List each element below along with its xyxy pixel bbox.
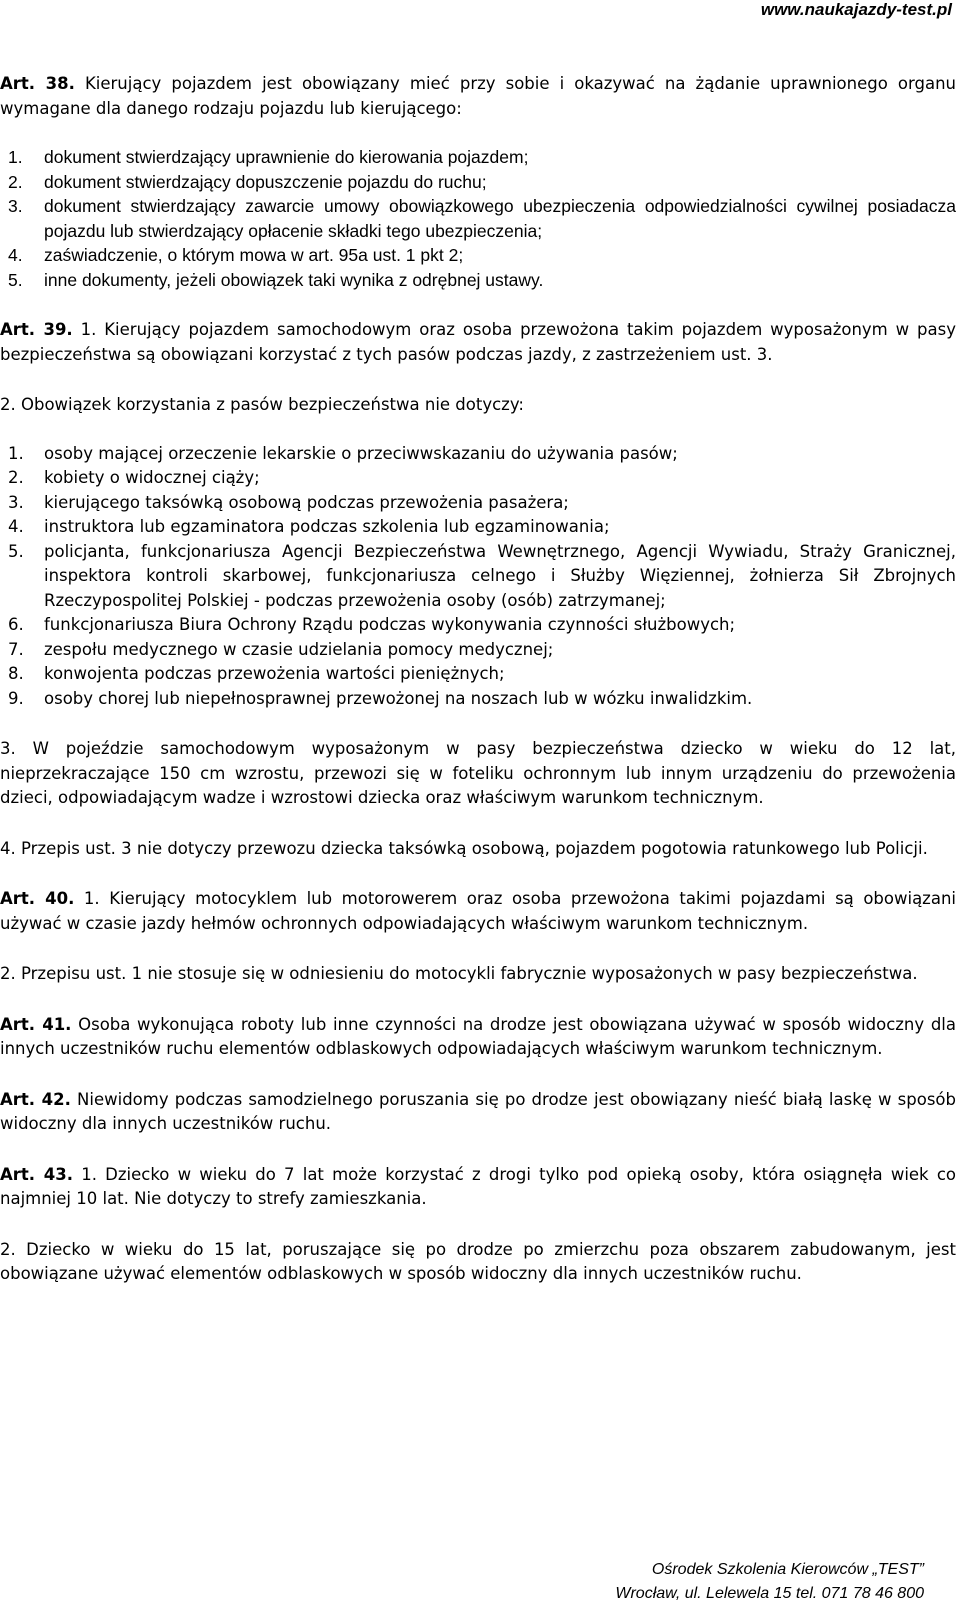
footer-school-name: Ośrodek Szkolenia Kierowców „TEST” xyxy=(651,1561,924,1578)
list-item: 2. kobiety o widocznej ciąży; xyxy=(8,468,260,487)
article-label: Art. 39. xyxy=(0,320,73,339)
list-item: 6. funkcjonariusza Biura Ochrony Rządu podczas wykonywania czynności służbowych; xyxy=(8,615,736,634)
article-label: Art. 42. xyxy=(0,1089,71,1109)
article-text: Kierujący pojazdem jest obowiązany mieć przy sobie i okazywać na żądanie uprawnionego organu wymagane dla danego rodzaju pojazdu lub kierującego: xyxy=(0,74,956,118)
art-43-p1 xyxy=(0,1163,956,1212)
art-42 xyxy=(0,1088,956,1137)
article-label: Art. 38. xyxy=(0,74,75,93)
list-item: 4. instruktora lub egzaminatora podczas szkolenia lub egzaminowania; xyxy=(8,517,610,536)
site-url[interactable]: www.naukajazdy-test.pl xyxy=(760,0,952,19)
list-item: 4. zaświadczenie, o którym mowa w art. 95a ust. 1 pkt 2; xyxy=(8,245,464,265)
article-text: 1. Kierujący pojazdem samochodowym oraz osoba przewożona takim pojazdem wyposażonym w pasy bezpieczeństwa są obowiązani korzystać z tych pasów podczas jazdy, z zastrzeżeniem ust. 3. xyxy=(0,320,956,364)
list-item: 1. osoby mającej orzeczenie lekarskie o przeciwwskazaniu do używania pasów; xyxy=(8,443,678,463)
list-item: 5. inne dokumenty, jeżeli obowiązek taki wynika z odrębnej ustawy. xyxy=(8,269,544,290)
art-39-p2: 2. Obowiązek korzystania z pasów bezpieczeństwa nie dotyczy: xyxy=(0,395,524,414)
art-39-list xyxy=(0,442,956,712)
art-40-p1 xyxy=(0,887,956,936)
article-text: 1. Kierujący motocyklem lub motorowerem oraz osoba przewożona takimi pojazdami są obowiązani używać w czasie jazdy hełmów ochronnych odpowiadających właściwym warunkom technicznym. xyxy=(0,889,956,933)
list-item: 8. konwojenta podczas przewożenia wartości pieniężnych; xyxy=(8,664,505,683)
art-41 xyxy=(0,1013,956,1062)
art-43-p2: 2. Dziecko w wieku do 15 lat, poruszające się po drodze po zmierzchu poza obszarem zabudowanym, jest obowiązane używać elementów odblaskowych w sposób widoczny dla innych uczestników ruchu. xyxy=(0,1239,956,1283)
list-item: 5. policjanta, funkcjonariusza Agencji Bezpieczeństwa Wewnętrznego, Agencji Wywiadu, Straży Granicznej, inspektora kontroli skarbowej, funkcjonariusza celnego i Służby Więziennej, żołnierza Sił Zbrojnych Rzeczypospolitej Polskiej - podczas przewożenia osoby (osób) zatrzymanej; xyxy=(8,541,956,610)
list-item: 7. zespołu medycznego w czasie udzielania pomocy medycznej; xyxy=(8,639,554,659)
document-content xyxy=(0,72,956,1287)
art-38-intro xyxy=(0,72,956,121)
art-40-p2: 2. Przepisu ust. 1 nie stosuje się w odniesieniu do motocykli fabrycznie wyposażonych w pasy bezpieczeństwa. xyxy=(0,964,918,983)
art-39-p4: 4. Przepis ust. 3 nie dotyczy przewozu dziecka taksówką osobową, pojazdem pogotowia ratunkowego lub Policji. xyxy=(0,838,928,858)
list-item: 3. kierującego taksówką osobową podczas przewożenia pasażera; xyxy=(8,492,569,512)
art-39-p3: 3. W pojeździe samochodowym wyposażonym w pasy bezpieczeństwa dziecko w wieku do 12 lat, nieprzekraczające 150 cm wzrostu, przewozi się w foteliku ochronnym lub innym urządzeniu do przewożenia dzieci, odpowiadającym wadze i wzrostowi dziecka oraz właściwym warunkom technicznym. xyxy=(0,739,956,807)
article-text: 1. Dziecko w wieku do 7 lat może korzystać z drogi tylko pod opieką osoby, która osiągnęła wiek co najmniej 10 lat. Nie dotyczy to strefy zamieszkania. xyxy=(0,1164,956,1208)
list-item: 2. dokument stwierdzający dopuszczenie pojazdu do ruchu; xyxy=(8,171,487,192)
article-label: Art. 43. xyxy=(0,1164,73,1184)
article-text: Osoba wykonująca roboty lub inne czynności na drodze jest obowiązana używać w sposób widoczny dla innych uczestników ruchu elementów odblaskowych odpowiadających właściwym warunkom technicznym. xyxy=(0,1014,956,1058)
article-label: Art. 40. xyxy=(0,889,75,908)
footer-address: Wrocław, ul. Lelewela 15 tel. 071 78 46 800 xyxy=(615,1585,924,1602)
list-item: 9. osoby chorej lub niepełnosprawnej przewożonej na noszach lub w wózku inwalidzkim. xyxy=(8,688,753,708)
footer xyxy=(615,1558,924,1606)
article-text: Niewidomy podczas samodzielnego poruszania się po drodze jest obowiązany nieść białą laskę w sposób widoczny dla innych uczestników ruchu. xyxy=(0,1089,956,1133)
art-38-list xyxy=(0,145,956,292)
article-label: Art. 41. xyxy=(0,1014,72,1034)
list-item: 1. dokument stwierdzający uprawnienie do kierowania pojazdem; xyxy=(8,147,529,167)
list-item: 3. dokument stwierdzający zawarcie umowy obowiązkowego ubezpieczenia odpowiedzialności cywilnej posiadacza pojazdu lub stwierdzający opłacenie składki tego ubezpieczenia; xyxy=(8,196,956,241)
art-39-p1 xyxy=(0,318,956,367)
